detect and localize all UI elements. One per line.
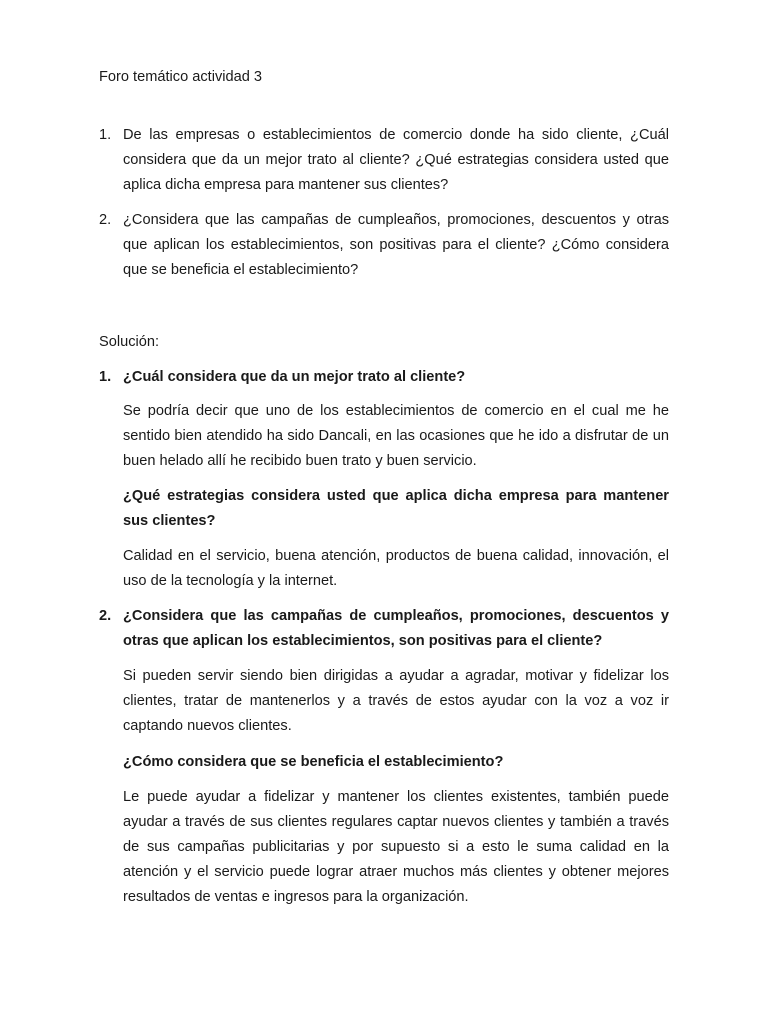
answer-heading: ¿Considera que las campañas de cumpleaños, promociones, descuentos y otras que aplican los establecimientos, son positivas para el cliente? [123,608,669,649]
question-number: 1. [99,127,112,143]
answer-paragraph: Se podría decir que uno de los establecimientos de comercio en el cual me he sentido bien atendido ha sido Dancali, en las ocasiones que he ido a disfrutar de un buen helado allí he recibido buen trato y buen servicio. [123,403,669,469]
question-text: De las empresas o establecimientos de comercio donde ha sido cliente, ¿Cuál considera que da un mejor trato al cliente? ¿Qué estrategias considera usted que aplica dicha empresa para mantener sus clientes? [123,127,669,193]
solution-label: Solución: [99,334,160,350]
answer-sub-paragraph: Calidad en el servicio, buena atención, productos de buena calidad, innovación, el uso de la tecnología y la internet. [123,548,669,589]
question-item [99,123,669,198]
answer-heading: ¿Cuál considera que da un mejor trato al cliente? [123,369,466,385]
question-number: 2. [99,212,112,228]
answer-number: 2. [99,608,112,624]
answer-number: 1. [99,369,112,385]
answer-sub-heading: ¿Cómo considera que se beneficia el establecimiento? [123,754,504,770]
answer-paragraph: Si pueden servir siendo bien dirigidas a ayudar a agradar, motivar y fidelizar los clientes, tratar de mantenerlos y a través de estos ayudar con la voz a voz ir captando nuevos clientes. [123,668,669,734]
answer-sub-paragraph: Le puede ayudar a fidelizar y mantener los clientes existentes, también puede ayudar a través de sus clientes regulares captar nuevos clientes y también a través de sus campañas publicitarias y por supuesto si a esto le suma calidad en la atención y el servicio puede lograr atraer muchos más clientes y obtener mejores resultados de ventas e ingresos para la organización. [123,789,669,905]
question-item [99,208,669,283]
question-text: ¿Considera que las campañas de cumpleaños, promociones, descuentos y otras que aplican los establecimientos, son positivas para el cliente? ¿Cómo considera que se beneficia el establecimiento? [123,212,669,278]
document-title: Foro temático actividad 3 [99,69,263,85]
answer-sub-heading: ¿Qué estrategias considera usted que aplica dicha empresa para mantener sus clientes? [123,488,669,529]
